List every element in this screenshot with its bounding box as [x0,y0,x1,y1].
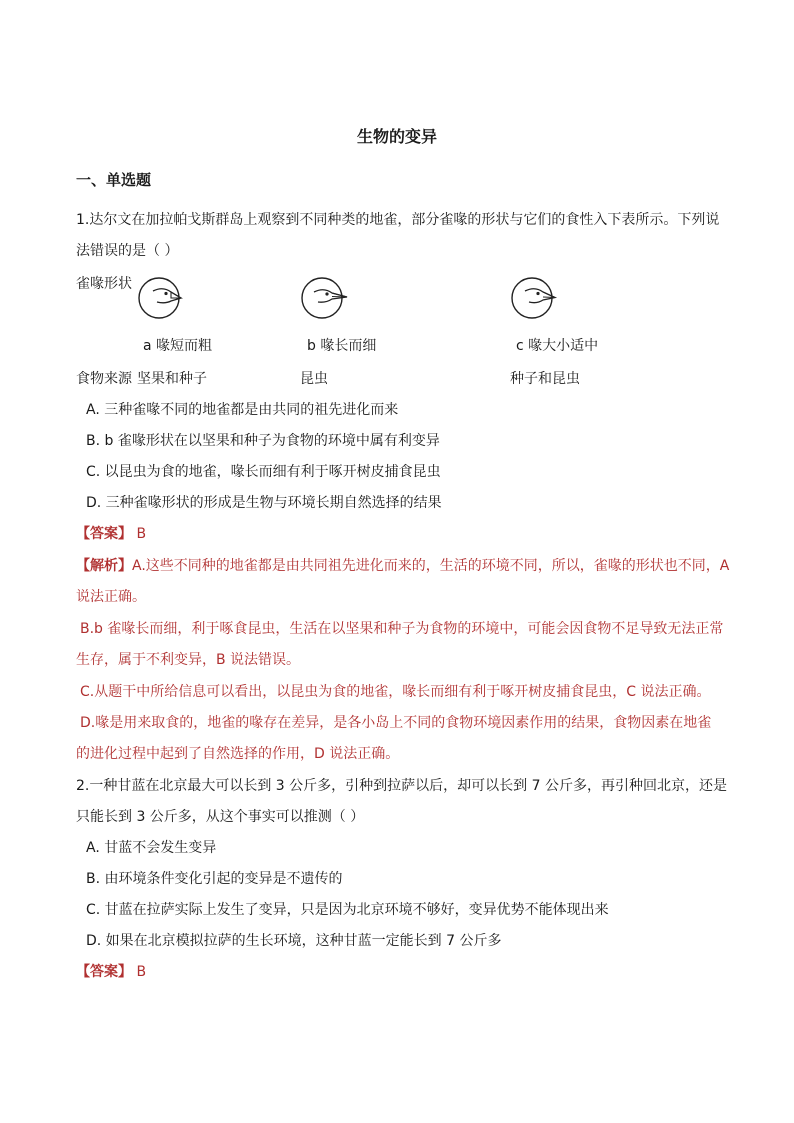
q1-analysis-line5: C.从题干中所给信息可以看出，以昆虫为食的地雀，喙长而细有利于啄开树皮捕食昆虫，C 说法正确。 [80,684,711,700]
answer-tag: 【答案】 [76,964,132,980]
q1-analysis-line6: D.喙是用来取食的，地雀的喙存在差异，是各小岛上不同的食物环境因素作用的结果，食物因素在地雀 [80,715,712,731]
beak-caption-c: c 喙大小适中 [516,338,599,354]
q1-option-d: D. 三种雀喙形状的形成是生物与环境长期自然选择的结果 [86,495,442,511]
section-heading: 一、单选题 [76,171,152,189]
answer-value: B [136,964,147,980]
food-source-label: 食物来源 [76,371,132,387]
page-title: 生物的变异 [356,127,437,146]
beak-shape-label: 雀喙形状 [76,276,132,292]
beak-caption-a: a 喙短而粗 [143,338,213,354]
q1-answer [76,524,146,544]
beak-caption-b: b 喙长而细 [307,338,377,354]
q1-option-c: C. 以昆虫为食的地雀，喙长而细有利于啄开树皮捕食昆虫 [86,464,441,480]
q2-option-d: D. 如果在北京模拟拉萨的生长环境，这种甘蓝一定能长到 7 公斤多 [86,933,502,949]
q1-stem-line1: 1.达尔文在加拉帕戈斯群岛上观察到不同种类的地雀，部分雀喙的形状与它们的食性入下表所示。下列说 [76,212,720,228]
q1-option-a: A. 三种雀喙不同的地雀都是由共同的祖先进化而来 [86,402,399,418]
answer-tag: 【答案】 [76,526,132,542]
q2-answer [76,962,146,982]
q2-option-c: C. 甘蓝在拉萨实际上发生了变异，只是因为北京环境不够好，变异优势不能体现出来 [86,902,609,918]
q1-analysis-line1 [76,556,729,576]
q1-option-b: B. b 雀喙形状在以坚果和种子为食物的环境中属有利变异 [86,433,440,449]
q1-analysis-line4: 生存，属于不利变异，B 说法错误。 [76,652,301,668]
analysis-text: A.这些不同种的地雀都是由共同祖先进化而来的，生活的环境不同，所以，雀喙的形状也不同，A [132,558,730,574]
finch-c-head-image [510,276,560,320]
food-b: 昆虫 [300,371,328,387]
food-a: 坚果和种子 [137,371,207,387]
answer-value: B [136,526,147,542]
q1-stem-line2: 法错误的是（ ） [76,243,179,259]
q2-option-a: A. 甘蓝不会发生变异 [86,840,217,856]
q1-analysis-line3: B.b 雀喙长而细，利于啄食昆虫，生活在以坚果和种子为食物的环境中，可能会因食物不足导致无法正常 [80,621,724,637]
q2-option-b: B. 由环境条件变化引起的变异是不遗传的 [86,871,343,887]
food-c: 种子和昆虫 [510,371,580,387]
q1-analysis-line7: 的进化过程中起到了自然选择的作用，D 说法正确。 [76,746,400,762]
q2-stem-line2: 只能长到 3 公斤多，从这个事实可以推测（ ） [76,809,365,825]
analysis-tag: 【解析】 [76,558,132,574]
finch-a-head-image [137,276,187,320]
q2-stem-line1: 2.一种甘蓝在北京最大可以长到 3 公斤多，引种到拉萨以后，却可以长到 7 公斤多，再引种回北京，还是 [76,778,727,794]
finch-b-head-image [300,276,350,320]
q1-analysis-line2: 说法正确。 [76,589,146,605]
